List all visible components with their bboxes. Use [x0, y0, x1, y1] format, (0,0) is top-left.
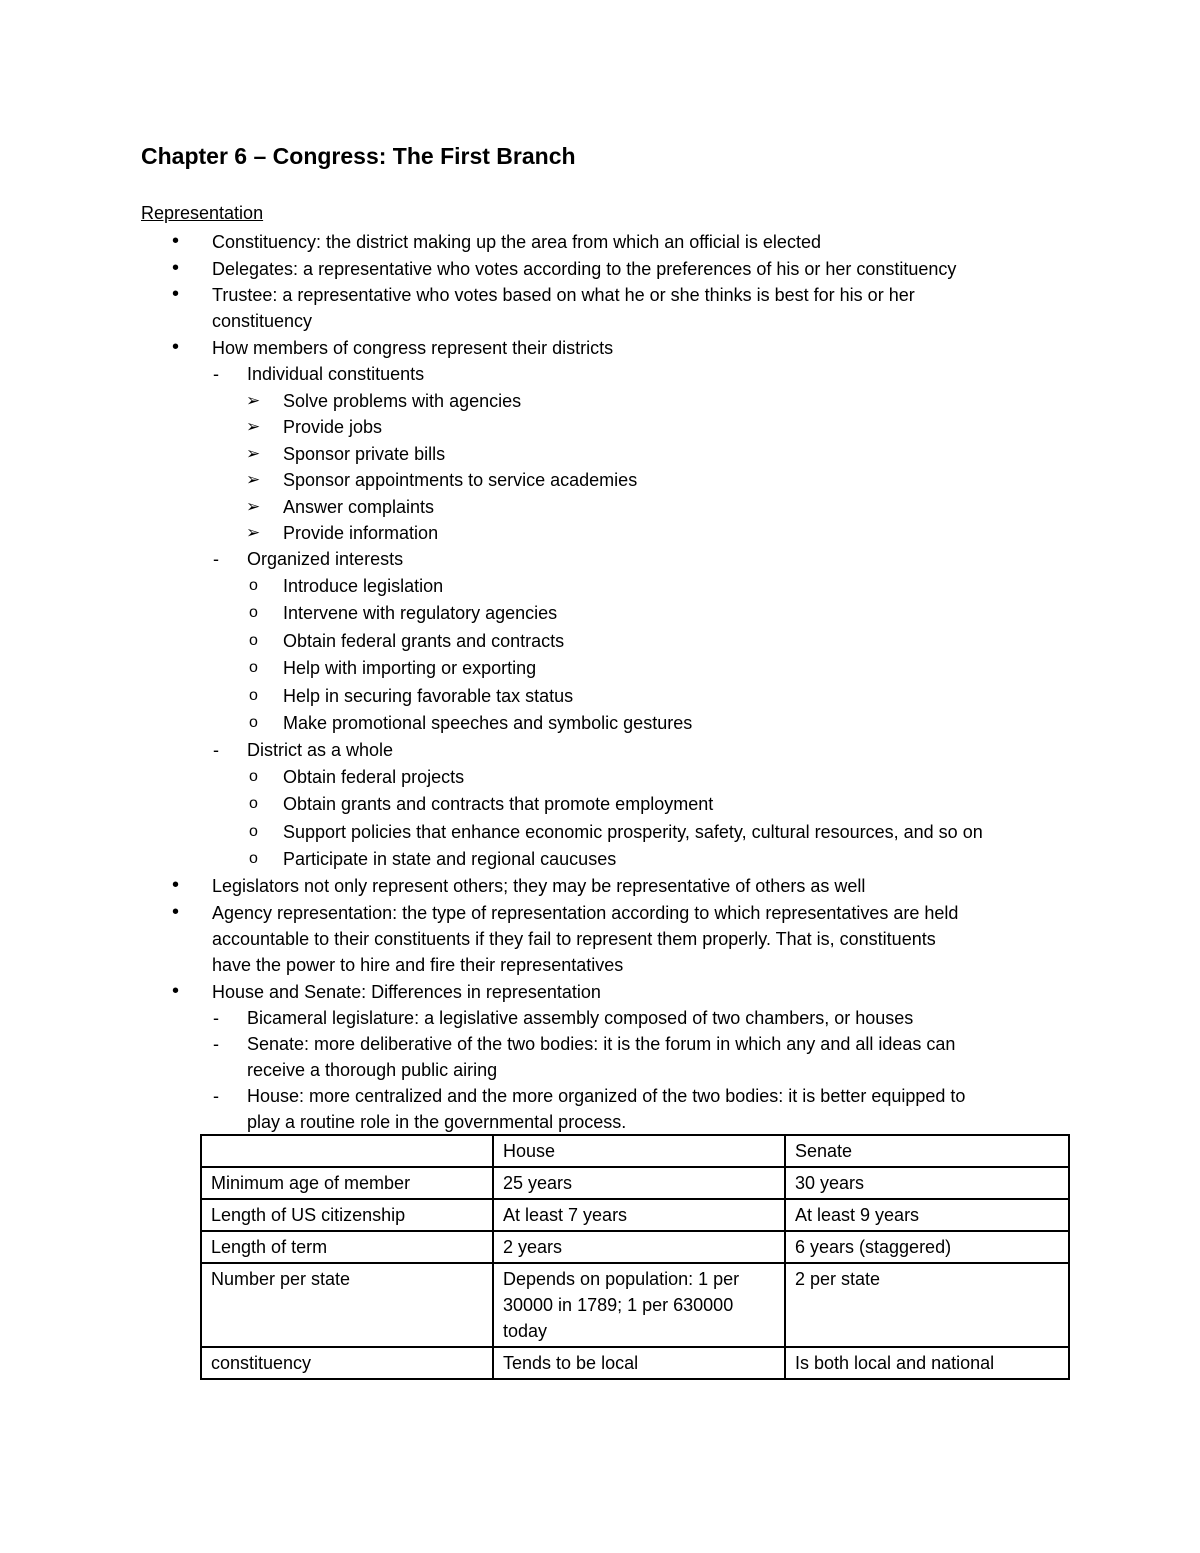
list-item-organized-2: Obtain federal grants and contracts	[283, 631, 565, 651]
table-header-cell: Senate	[785, 1135, 1069, 1167]
list-item-organized-4: Help in securing favorable tax status	[283, 686, 574, 706]
section-heading: Representation	[141, 203, 264, 223]
table-cell: 2 years	[493, 1231, 785, 1263]
comparison-table	[200, 1134, 1070, 1380]
list-item-trustee: Trustee: a representative who votes based on what he or she thinks is best for his or her	[212, 285, 915, 305]
list-item-constituency: Constituency: the district making up the area from which an official is elected	[212, 232, 821, 252]
list-item-senate: Senate: more deliberative of the two bodies: it is the forum in which any and all ideas can	[247, 1034, 956, 1054]
list-item-district-2: Support policies that enhance economic prosperity, safety, cultural resources, and so on	[283, 822, 983, 842]
table-cell: 6 years (staggered)	[785, 1231, 1069, 1263]
table-row	[201, 1231, 1069, 1263]
list-item-bicameral: Bicameral legislature: a legislative assembly composed of two chambers, or houses	[247, 1008, 914, 1028]
list-item-individual: Individual constituents	[247, 364, 425, 384]
table-cell: Length of US citizenship	[201, 1199, 493, 1231]
bullet-marker: •	[172, 901, 180, 923]
circle-bullet-icon: o	[249, 687, 258, 704]
list-item-delegates: Delegates: a representative who votes according to the preferences of his or her constituency	[212, 259, 957, 279]
list-item-individual-1: Provide jobs	[283, 417, 383, 437]
circle-bullet-icon: o	[249, 768, 258, 785]
arrow-bullet-icon: ➢	[246, 391, 261, 410]
list-item-organized-5: Make promotional speeches and symbolic gestures	[283, 713, 693, 733]
table-cell-line: 30000 in 1789; 1 per 630000	[503, 1295, 734, 1315]
list-item-district: District as a whole	[247, 740, 394, 760]
list-item-district-1: Obtain grants and contracts that promote employment	[283, 794, 714, 814]
circle-bullet-icon: o	[249, 604, 258, 621]
list-item-individual-2: Sponsor private bills	[283, 444, 446, 464]
table-cell: Is both local and national	[785, 1347, 1069, 1379]
circle-bullet-icon: o	[249, 632, 258, 649]
list-item-legislators: Legislators not only represent others; they may be representative of others as well	[212, 876, 866, 896]
table-row	[201, 1263, 1069, 1347]
table-cell: At least 7 years	[493, 1199, 785, 1231]
dash-marker: -	[213, 1086, 219, 1106]
table-cell-line: Depends on population: 1 per	[503, 1269, 740, 1289]
circle-bullet-icon: o	[249, 823, 258, 840]
table-row	[201, 1199, 1069, 1231]
list-item-district-0: Obtain federal projects	[283, 767, 465, 787]
table-cell: At least 9 years	[785, 1199, 1069, 1231]
list-item-trustee-cont: constituency	[212, 311, 313, 331]
table-header-cell	[201, 1135, 493, 1167]
dash-marker: -	[213, 549, 219, 569]
bullet-marker: •	[172, 283, 180, 305]
arrow-bullet-icon: ➢	[246, 470, 261, 489]
dash-marker: -	[213, 364, 219, 384]
table-cell: Number per state	[201, 1263, 493, 1347]
bullet-marker: •	[172, 874, 180, 896]
table-cell	[493, 1263, 785, 1347]
list-item-individual-0: Solve problems with agencies	[283, 391, 522, 411]
table-header-row	[201, 1135, 1069, 1167]
arrow-bullet-icon: ➢	[246, 497, 261, 516]
bullet-marker: •	[172, 980, 180, 1002]
table-cell-line: today	[503, 1321, 548, 1341]
circle-bullet-icon: o	[249, 850, 258, 867]
table-row	[201, 1167, 1069, 1199]
table-row	[201, 1347, 1069, 1379]
dash-marker: -	[213, 1034, 219, 1054]
circle-bullet-icon: o	[249, 659, 258, 676]
table-cell: Minimum age of member	[201, 1167, 493, 1199]
circle-bullet-icon: o	[249, 577, 258, 594]
circle-bullet-icon: o	[249, 714, 258, 731]
page-title: Chapter 6 – Congress: The First Branch	[141, 143, 576, 169]
bullet-marker: •	[172, 336, 180, 358]
list-item-how-members: How members of congress represent their districts	[212, 338, 614, 358]
list-item-individual-5: Provide information	[283, 523, 439, 543]
table-cell: Length of term	[201, 1231, 493, 1263]
list-item-organized: Organized interests	[247, 549, 404, 569]
list-item-district-3: Participate in state and regional caucuses	[283, 849, 617, 869]
dash-marker: -	[213, 740, 219, 760]
arrow-bullet-icon: ➢	[246, 523, 261, 542]
list-item-agency: Agency representation: the type of representation according to which representatives are held	[212, 903, 959, 923]
list-item-organized-0: Introduce legislation	[283, 576, 444, 596]
table-header-cell: House	[493, 1135, 785, 1167]
list-item-house: House: more centralized and the more organized of the two bodies: it is better equipped to	[247, 1086, 966, 1106]
table-cell: 2 per state	[785, 1263, 1069, 1347]
list-item-house-senate: House and Senate: Differences in representation	[212, 982, 601, 1002]
table-cell: Tends to be local	[493, 1347, 785, 1379]
arrow-bullet-icon: ➢	[246, 417, 261, 436]
table-cell: constituency	[201, 1347, 493, 1379]
list-item-agency-cont: accountable to their constituents if they fail to represent them properly. That is, constituents	[212, 929, 936, 949]
arrow-bullet-icon: ➢	[246, 444, 261, 463]
bullet-marker: •	[172, 257, 180, 279]
list-item-agency-cont: have the power to hire and fire their representatives	[212, 955, 624, 975]
list-item-organized-3: Help with importing or exporting	[283, 658, 537, 678]
bullet-marker: •	[172, 230, 180, 252]
table-cell: 30 years	[785, 1167, 1069, 1199]
list-item-house-cont: play a routine role in the governmental process.	[247, 1112, 627, 1132]
table-cell: 25 years	[493, 1167, 785, 1199]
list-item-senate-cont: receive a thorough public airing	[247, 1060, 498, 1080]
dash-marker: -	[213, 1008, 219, 1028]
list-item-individual-4: Answer complaints	[283, 497, 435, 517]
list-item-individual-3: Sponsor appointments to service academies	[283, 470, 638, 490]
list-item-organized-1: Intervene with regulatory agencies	[283, 603, 558, 623]
circle-bullet-icon: o	[249, 795, 258, 812]
